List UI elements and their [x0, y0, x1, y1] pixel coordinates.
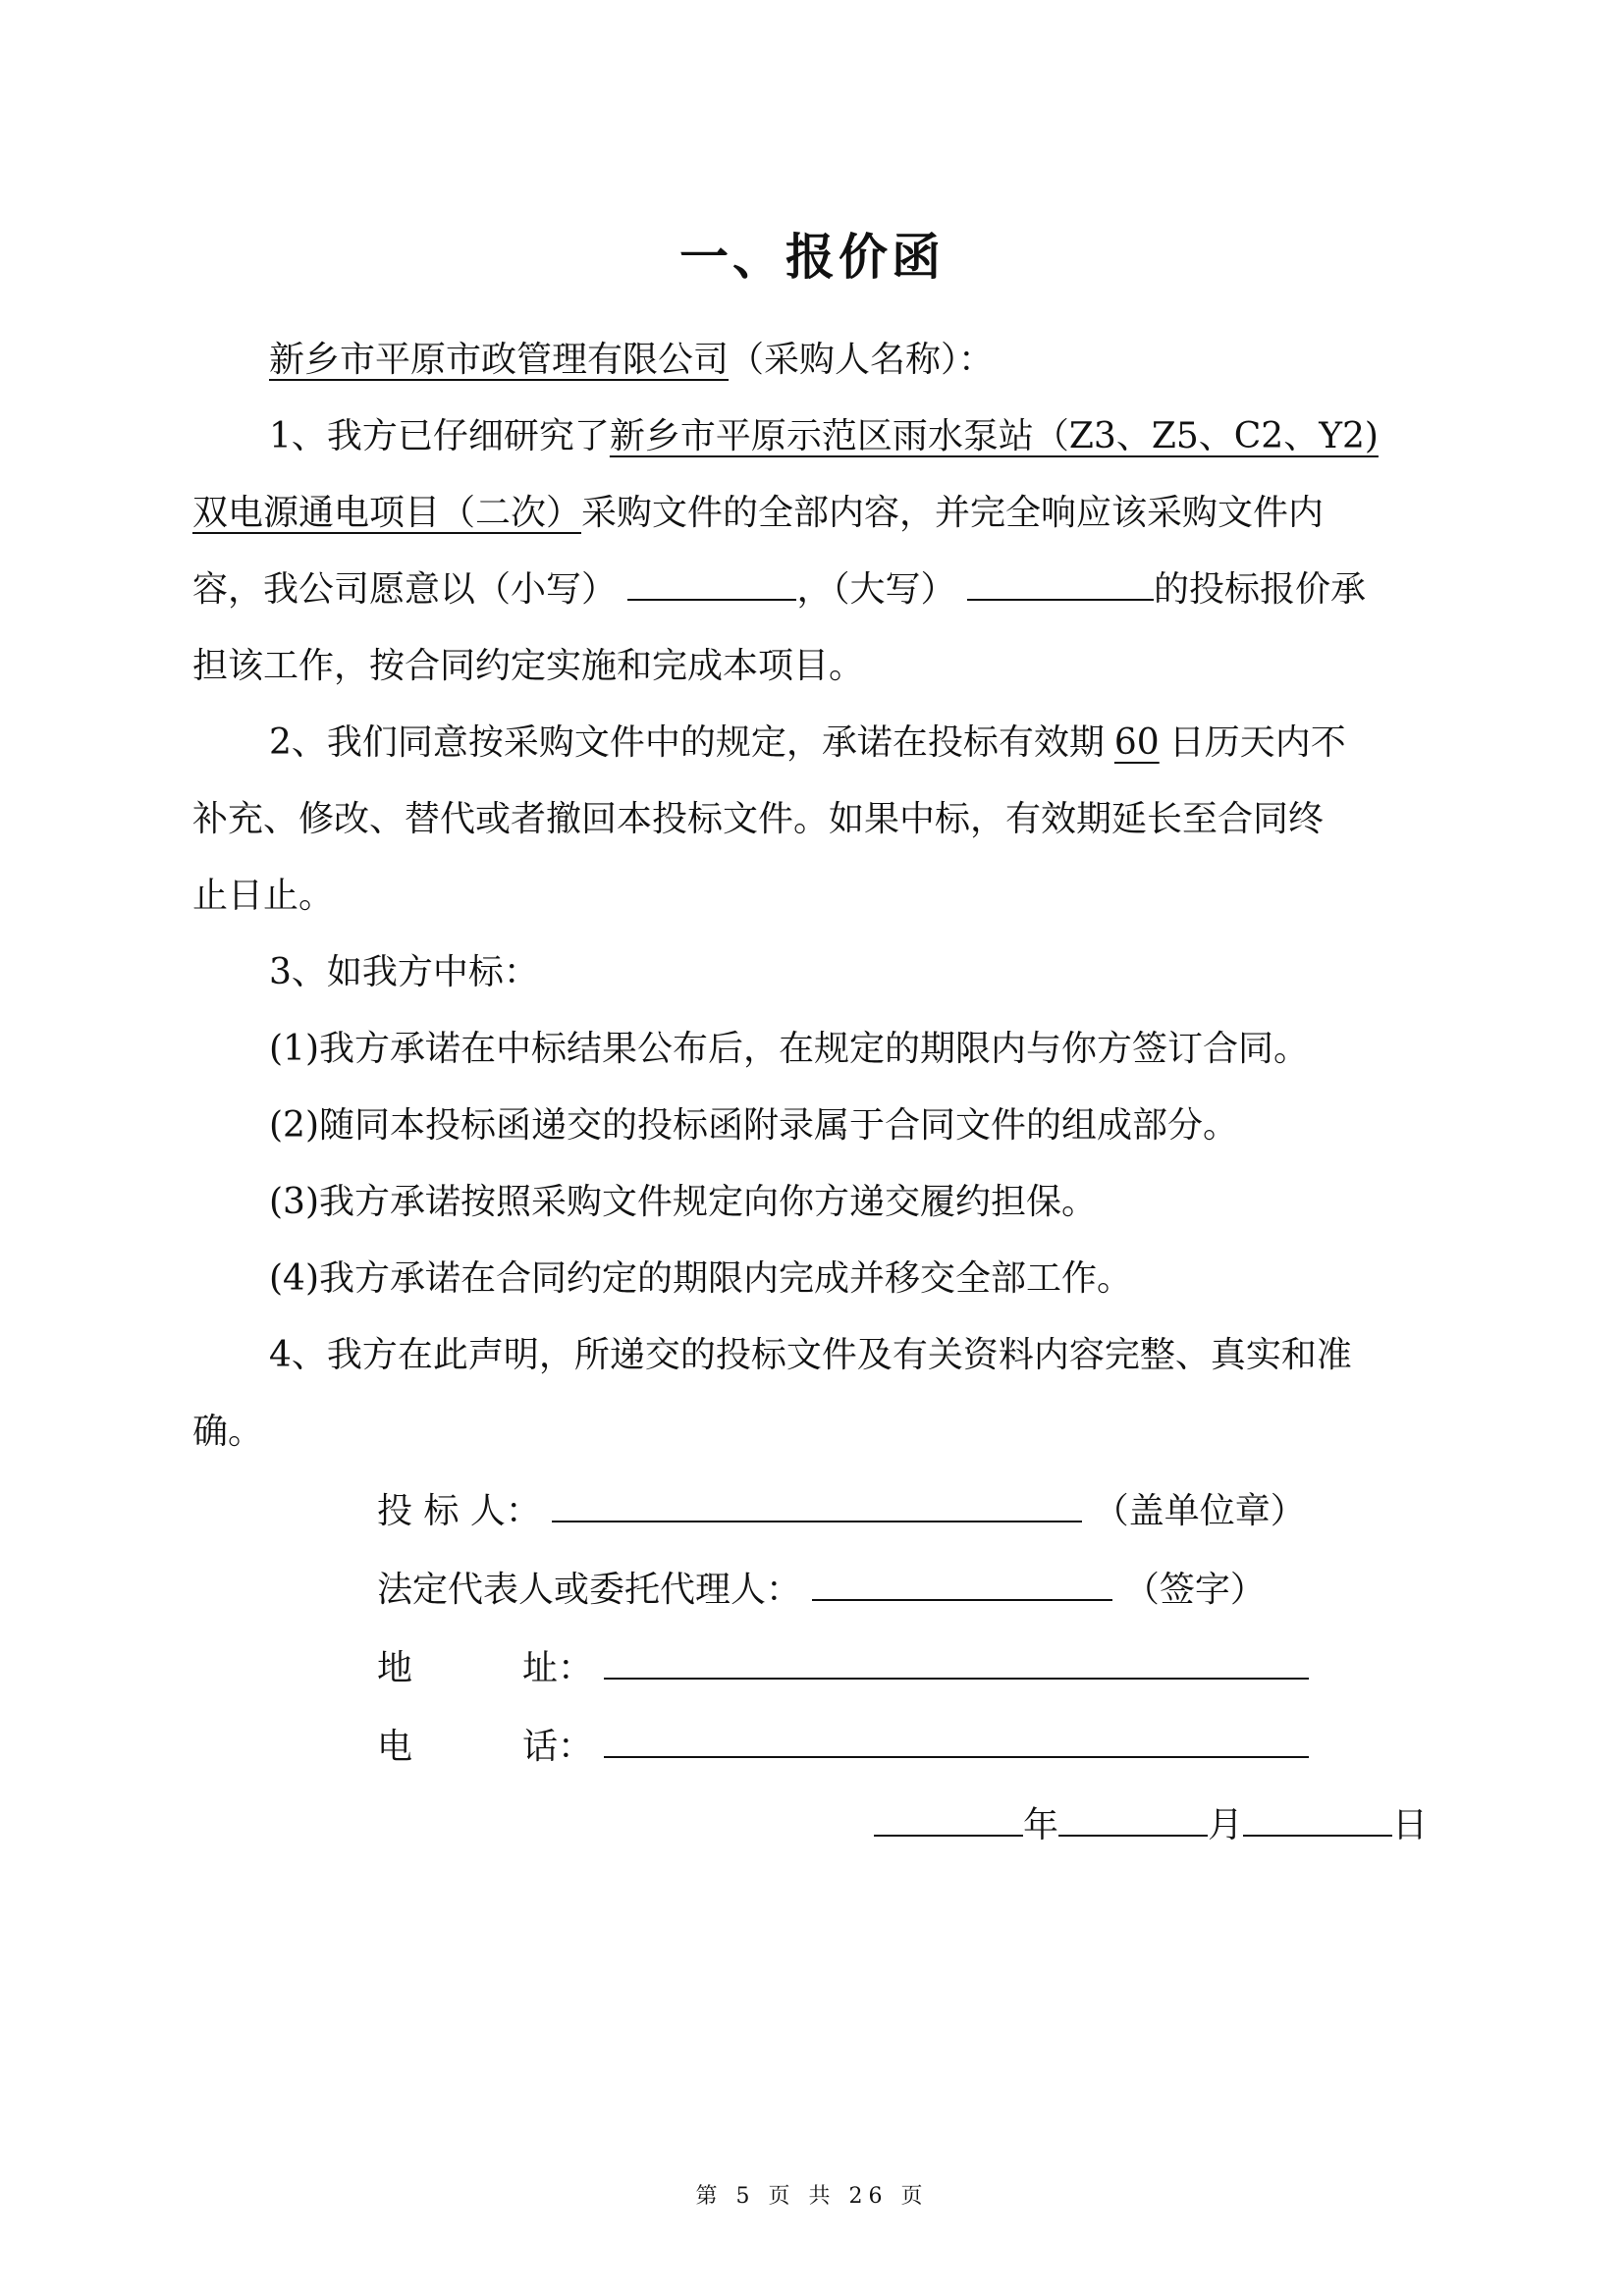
- page-title: 一、报价函: [679, 229, 945, 286]
- day-blank[interactable]: [1243, 1805, 1392, 1837]
- year-label: 年: [1023, 1805, 1059, 1845]
- validity-days: 60: [1113, 722, 1160, 763]
- year-blank[interactable]: [874, 1805, 1023, 1837]
- phone-row: [377, 1708, 1309, 1787]
- p2-line2: 补充、修改、替代或者撤回本投标文件。如果中标，有效期延长至合同终: [192, 799, 1325, 839]
- addressee-line: [192, 322, 1439, 399]
- price-upper-blank[interactable]: [967, 569, 1154, 601]
- project-name-part1: 新乡市平原示范区雨水泵站（Z3、Z5、C2、Y2): [609, 416, 1379, 456]
- p1-line1: [192, 399, 1439, 475]
- representative-blank[interactable]: [812, 1570, 1112, 1601]
- month-blank[interactable]: [1058, 1805, 1208, 1837]
- address-label-b: 址：: [522, 1648, 594, 1688]
- page-footer: 第 5 页 共 26 页: [695, 2184, 929, 2209]
- project-name-part2: 双电源通电项目（二次）: [192, 493, 582, 533]
- p1-line3-rest: 的投标报价承: [1153, 569, 1366, 610]
- date-line: [874, 1787, 1428, 1865]
- price-lower-label: 容，我公司愿意以（小写）: [192, 569, 618, 610]
- p1-line4: 担该工作，按合同约定实施和完成本项目。: [192, 646, 865, 686]
- p4-line1: 4、我方在此声明，所递交的投标文件及有关资料内容完整、真实和准: [269, 1335, 1352, 1375]
- p2-line3: 止日止。: [192, 876, 335, 916]
- phone-label-a: 电: [377, 1727, 413, 1767]
- letter-body: [192, 322, 1439, 1470]
- p3-item-4: (4)我方承诺在合同约定的期限内完成并移交全部工作。: [269, 1258, 1132, 1299]
- signature-block: [377, 1472, 1309, 1787]
- phone-label-b: 话：: [522, 1727, 594, 1767]
- bidder-row: [377, 1472, 1309, 1551]
- p3-item-2: (2)随同本投标函递交的投标函附录属于合同文件的组成部分。: [269, 1105, 1238, 1146]
- day-label: 日: [1392, 1805, 1429, 1845]
- p3-heading: 3、如我方中标：: [269, 952, 539, 992]
- address-row: [377, 1629, 1309, 1708]
- phone-blank[interactable]: [604, 1727, 1309, 1758]
- month-label: 月: [1208, 1805, 1244, 1845]
- p3-item-1: (1)我方承诺在中标结果公布后，在规定的期限内与你方签订合同。: [269, 1029, 1309, 1069]
- p3-item-3: (3)我方承诺按照采购文件规定向你方递交履约担保。: [269, 1182, 1097, 1222]
- address-label-a: 地: [377, 1648, 413, 1688]
- p1-line3: [192, 552, 1439, 628]
- p1-line2-rest: 采购文件的全部内容，并完全响应该采购文件内: [581, 493, 1325, 533]
- bidder-note: （盖单位章）: [1093, 1491, 1306, 1531]
- bidder-blank[interactable]: [552, 1491, 1082, 1522]
- p4-line2: 确。: [192, 1412, 264, 1452]
- addressee-suffix: （采购人名称）：: [729, 340, 995, 380]
- addressee-name: 新乡市平原市政管理有限公司: [269, 340, 730, 380]
- p2-prefix: 2、我们同意按采购文件中的规定，承诺在投标有效期: [269, 722, 1105, 763]
- price-lower-blank[interactable]: [627, 569, 796, 601]
- bidder-label: 投 标 人：: [377, 1491, 541, 1531]
- p2-suffix: 日历天内不: [1168, 722, 1346, 763]
- price-upper-label: ，（大写）: [796, 569, 956, 610]
- p1-prefix: 1、我方已仔细研究了: [269, 416, 610, 456]
- representative-note: （签字）: [1123, 1570, 1266, 1610]
- representative-row: [377, 1551, 1309, 1629]
- address-blank[interactable]: [604, 1648, 1309, 1680]
- representative-label: 法定代表人或委托代理人：: [377, 1570, 802, 1610]
- p2-line1: [192, 705, 1439, 781]
- p1-line2: [192, 475, 1439, 552]
